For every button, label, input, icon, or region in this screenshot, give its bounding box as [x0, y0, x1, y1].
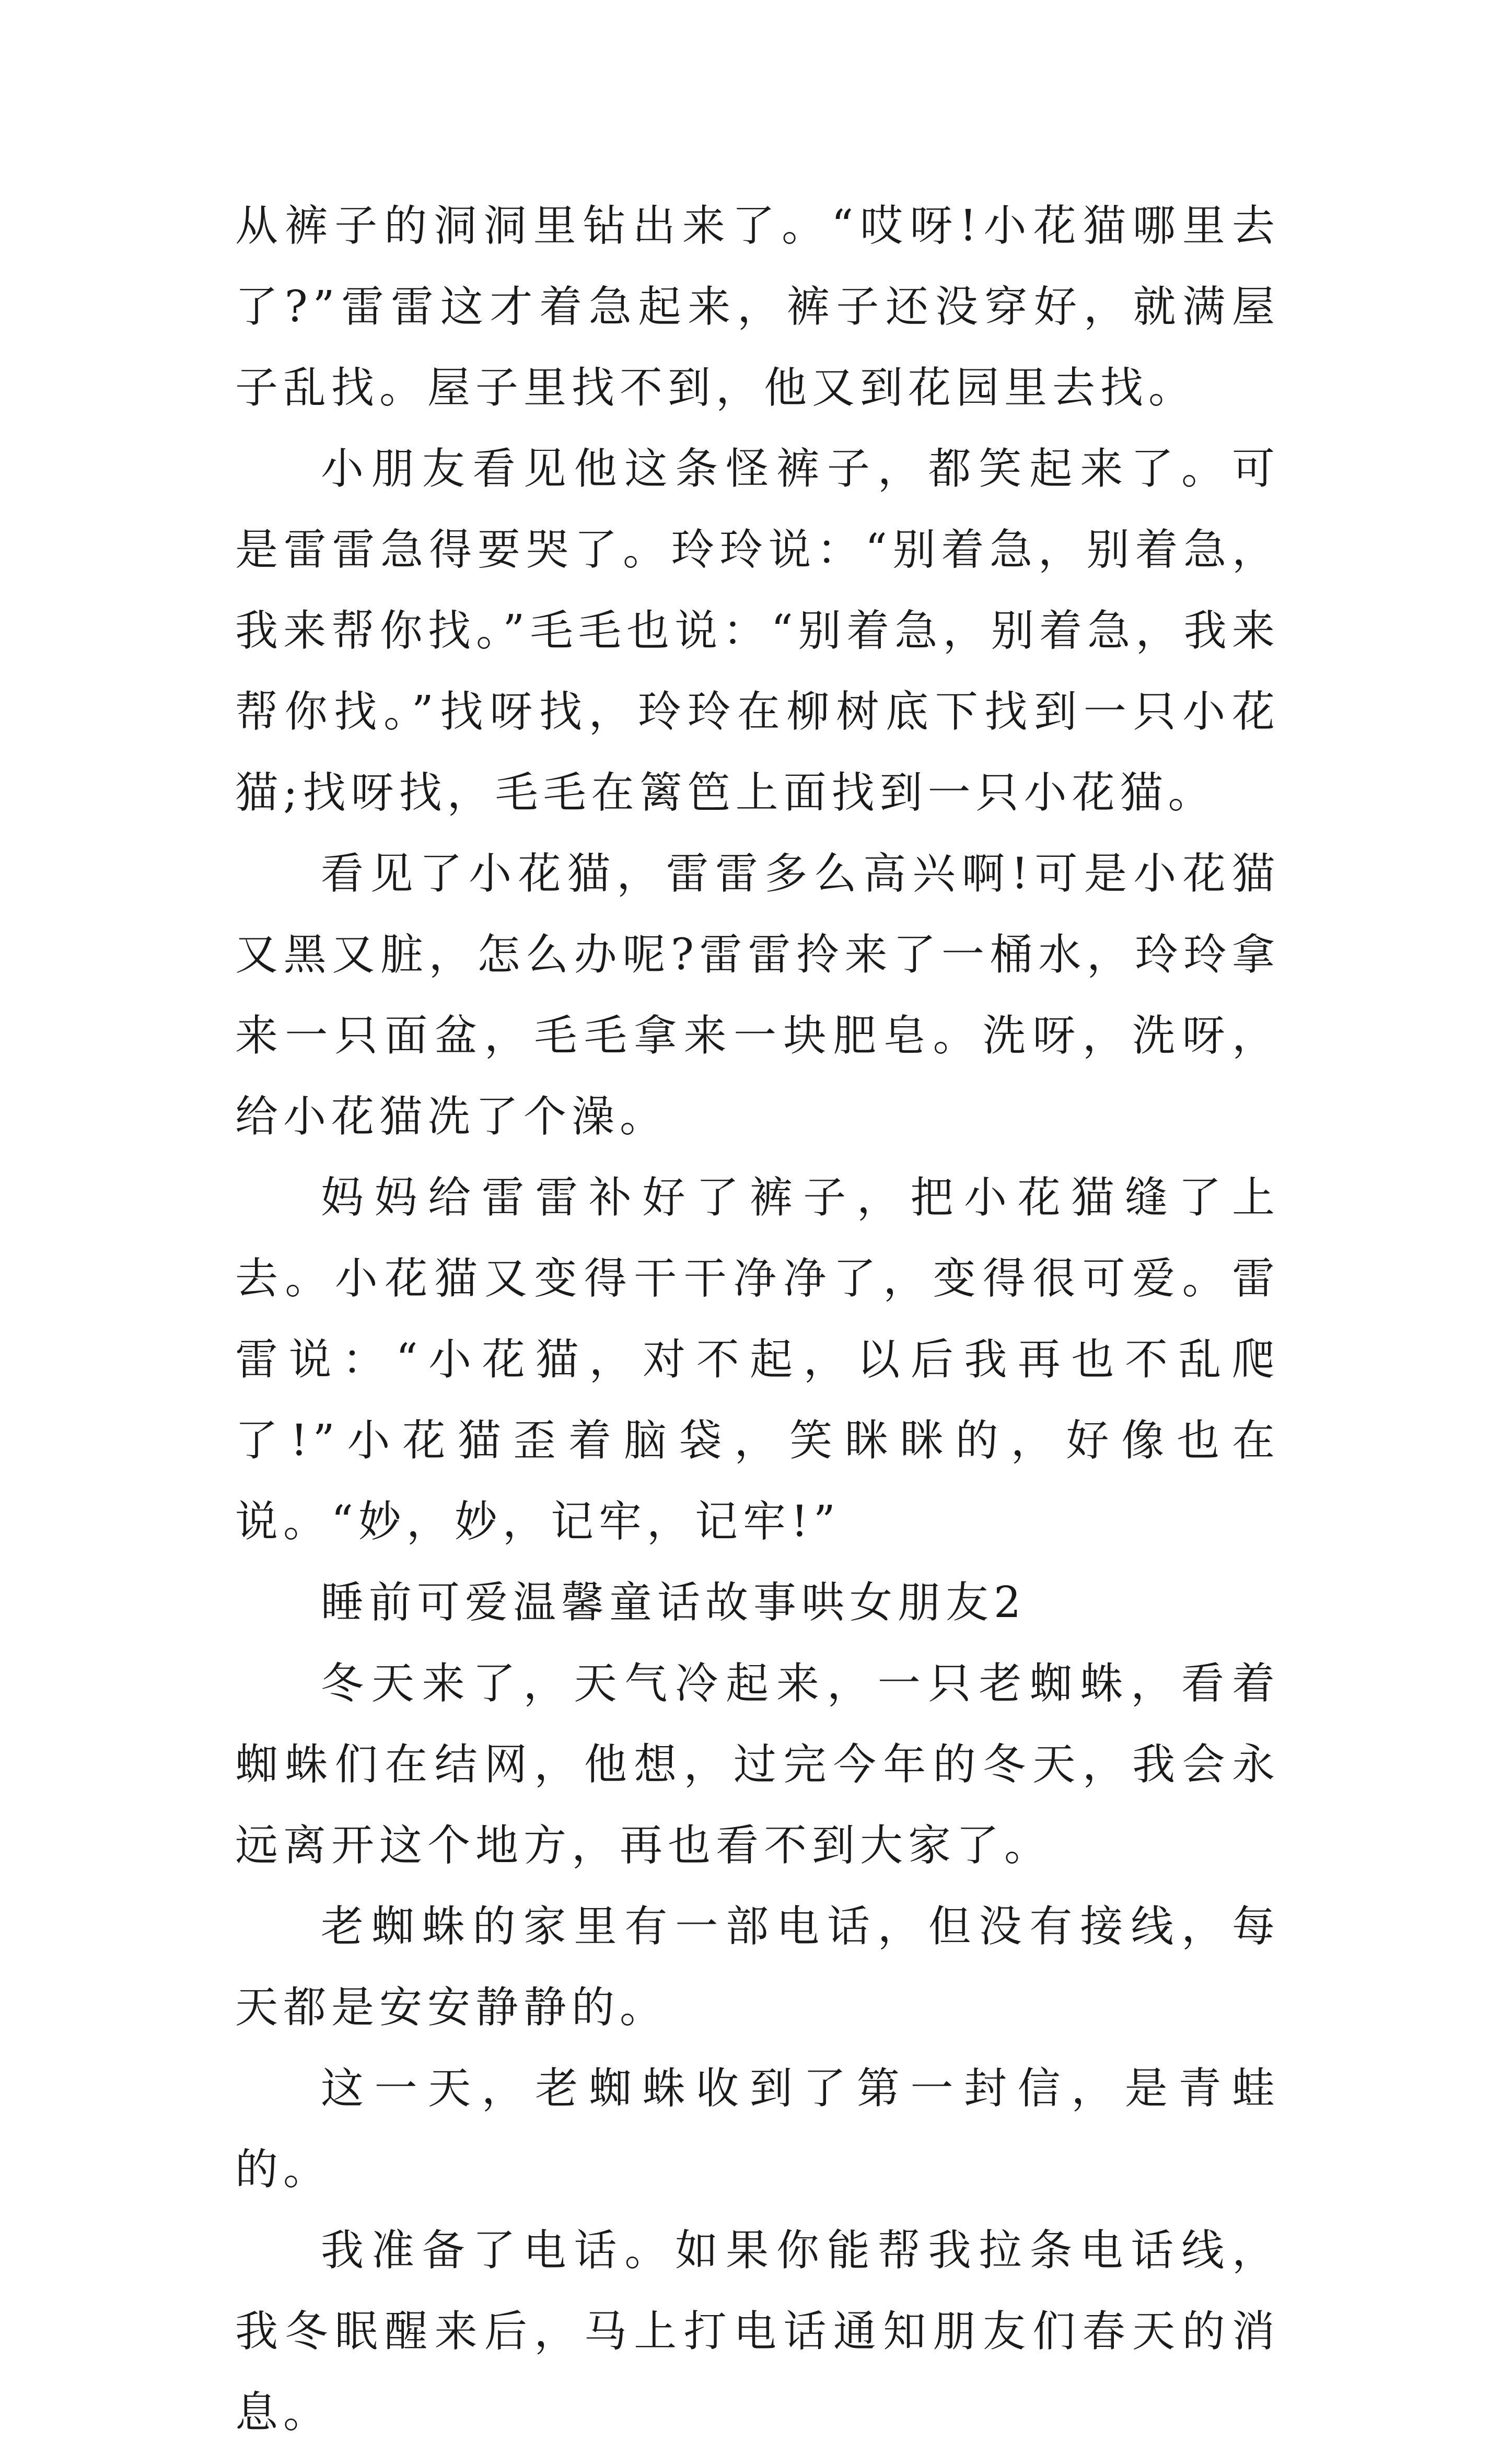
- section-heading: 睡前可爱温馨童话故事哄女朋友2: [321, 1578, 1027, 1627]
- document-body: [235, 185, 1280, 2453]
- paragraph-5: 冬天来了，天气冷起来，一只老蜘蛛，看着蜘蛛们在结网，他想，过完今年的冬天，我会永远离开这个地方，再也看不到大家了。: [235, 1659, 1280, 1870]
- paragraph-6: 老蜘蛛的家里有一部电话，但没有接线，每天都是安安静静的。: [235, 1902, 1280, 2032]
- paragraph-7: 这一天，老蜘蛛收到了第一封信，是青蛙的。: [235, 2064, 1280, 2194]
- paragraph-4: 妈妈给雷雷补好了裤子，把小花猫缝了上去。小花猫又变得干干净净了，变得很可爱。雷雷说：“小花猫，对不起，以后我再也不乱爬了!”小花猫歪着脑袋，笑眯眯的，好像也在说。“妙，妙，记牢，记牢!”: [235, 1173, 1280, 1547]
- paragraph-8: 我准备了电话。如果你能帮我拉条电话线，我冬眠醒来后，马上打电话通知朋友们春天的消息。: [235, 2226, 1280, 2437]
- paragraph-3: 看见了小花猫，雷雷多么高兴啊!可是小花猫又黑又脏，怎么办呢?雷雷拎来了一桶水，玲玲拿来一只面盆，毛毛拿来一块肥皂。洗呀，洗呀，给小花猫冼了个澡。: [235, 849, 1280, 1142]
- paragraph-2: 小朋友看见他这条怪裤子，都笑起来了。可是雷雷急得要哭了。玲玲说：“别着急，别着急，我来帮你找。”毛毛也说：“别着急，别着急，我来帮你找。”找呀找，玲玲在柳树底下找到一只小花猫;找呀找，毛毛在篱笆上面找到一只小花猫。: [235, 444, 1280, 818]
- paragraph-1: 从裤子的洞洞里钻出来了。“哎呀!小花猫哪里去了?”雷雷这才着急起来，裤子还没穿好，就满屋子乱找。屋子里找不到，他又到花园里去找。: [235, 201, 1280, 413]
